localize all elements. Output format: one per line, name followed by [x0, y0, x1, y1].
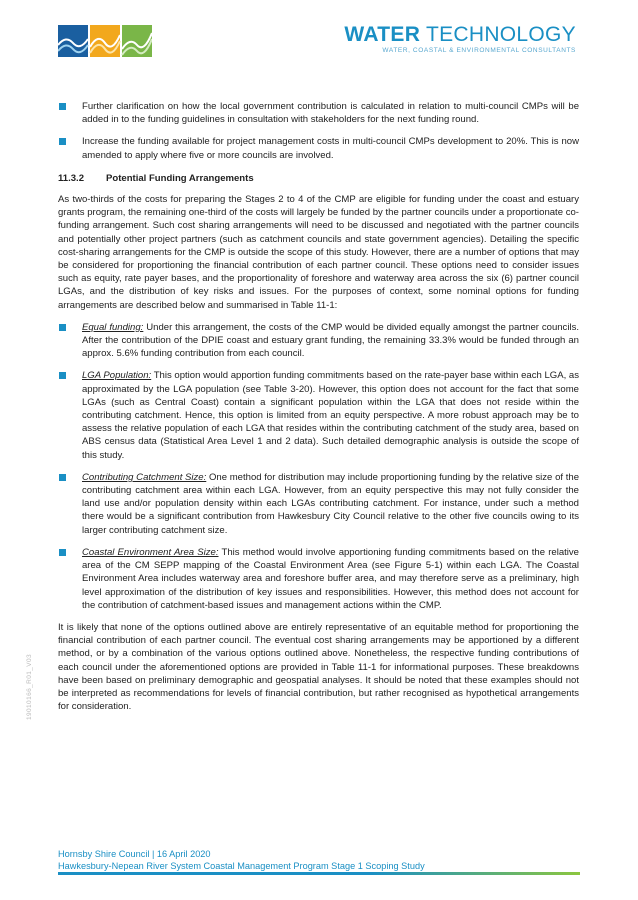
- water-technology-logo-icon: [58, 25, 152, 57]
- bullet-icon: [59, 324, 66, 331]
- section-title: Potential Funding Arrangements: [106, 172, 254, 184]
- option-term: Contributing Catchment Size:: [82, 471, 207, 483]
- footer: [58, 848, 425, 872]
- option-text: One method for distribution may include proportioning funding by the relative size of the contributing catchment area within each LGA. However, from an equity perspective this may not fully consider the land use and/or population density within each LGAs contributing catchment. For instance, under such a method there would be a significant contribution from Hawkesbury City Council relative to the other five councils owing to its larger contributing catchment size.: [82, 471, 580, 536]
- list-item: [58, 369, 579, 461]
- document-code: 19010166_R01_V03: [26, 653, 33, 720]
- list-item: [58, 100, 579, 126]
- bullet-text: Further clarification on how the local government contribution is calculated in relation to multi-council CMPs will be added in to the funding guidelines in consultation with stakeholders for the next funding round.: [82, 101, 579, 126]
- footer-line-2: Hawkesbury-Nepean River System Coastal Management Program Stage 1 Scoping Study: [58, 861, 425, 871]
- option-text: Under this arrangement, the costs of the CMP would be divided equally amongst the partner councils. After the contribution of the DPIE coast and estuary grant funding, the remaining 33.3% would be funded through an approx. 5.6% funding contribution from each council.: [82, 321, 580, 360]
- brand-block: [344, 24, 576, 54]
- bullet-icon: [59, 103, 66, 110]
- section-number: 11.3.2: [58, 172, 85, 184]
- list-item: [58, 546, 579, 612]
- document-body: [58, 100, 579, 722]
- list-item: [58, 135, 579, 161]
- bullet-icon: [59, 474, 66, 481]
- bullet-icon: [59, 549, 66, 556]
- bullet-icon: [59, 138, 66, 145]
- list-item: [58, 471, 579, 537]
- option-term: Equal funding:: [82, 321, 144, 333]
- footer-line-1: Hornsby Shire Council | 16 April 2020: [58, 849, 211, 859]
- brand-title: [344, 24, 576, 46]
- paragraph: As two-thirds of the costs for preparing the Stages 2 to 4 of the CMP are eligible for funding under the coast and estuary grants program, the remaining one-third of the costs will largely be funded by the partner councils under a proportionate co-funding arrangement. Such cost sharing arrangements will need to be discussed and negotiated with the partner councils and potentially other project partners (such as catchment councils and state government agencies). Detailing the specific cost-sharing arrangements for the CMP is outside the scope of this study. However, there are a number of options that may be considered for proportioning the financial contribution of each partner council. These options need to consider issues such as equity, rate payer bases, and the proportionality of foreshore and waterway area across the six (6) partner council LGAs, and the distribution of key risks and issues. For the purposes of context, some nominal options for funding arrangements are described below and summarised in Table 11-1:: [58, 194, 579, 311]
- brand-bold: WATER: [344, 23, 421, 46]
- paragraph: It is likely that none of the options outlined above are entirely representative of an equitable method for proportioning the financial contribution of each partner council. The eventual cost sharing arrangements may be apportioned by a different method, or by a combination of the various options outlined above. Nonetheless, the respective funding contributions of each council under the aforementioned options are provided in Table 11-1 for informational purposes. These breakdowns have been based on preliminary demographic and geospatial analyses. It should be noted that these examples should not be interpreted as recommendations for levels of financial contribution, but rather recognised as hypothetical arrangements for consideration.: [58, 621, 579, 713]
- options-list: [58, 321, 579, 612]
- list-item: [58, 321, 579, 361]
- option-text: This method would involve apportioning funding commitments based on the relative area of the CM SEPP mapping of the Coastal Environment Area (see Figure 5-1) within each LGA. The Coastal Environment Area includes waterway area and foreshore buffer area, and may therefore serve as a preliminary, high level approximation of the distribution of key issues and responsibilities. However, this method does not account for the contribution of catchment-based issues and management actions within the CMP.: [82, 546, 579, 611]
- bullet-icon: [59, 372, 66, 379]
- option-term: LGA Population:: [82, 370, 152, 382]
- brand-subtitle: WATER, COASTAL & ENVIRONMENTAL CONSULTANTS: [382, 47, 576, 54]
- footer-rule: [58, 872, 580, 875]
- option-text: This option would apportion funding commitments based on the rate-payer base within each LGA, as approximated by the LGA population (see Table 3-20). However, this option does not account for the fact that some LGAs (such as Central Coast) contain a significant population within the LGA that does not reside within the contributing catchment. Hence, this option is limited from an equity perspective. A more robust approach may be to assess the relative population of each LGA that resides within the contributing catchment of the study area, based on ABS census data (Statistical Area Level 1 and 2 data). Such detailed demographic analysis is outside the scope of this study.: [82, 370, 579, 461]
- option-term: Coastal Environment Area Size:: [82, 546, 219, 558]
- section-heading: [58, 172, 579, 185]
- brand-light: TECHNOLOGY: [425, 23, 576, 46]
- bullet-text: Increase the funding available for project management costs in multi-council CMPs development to 20%. This is now amended to apply where five or more councils are involved.: [82, 136, 579, 161]
